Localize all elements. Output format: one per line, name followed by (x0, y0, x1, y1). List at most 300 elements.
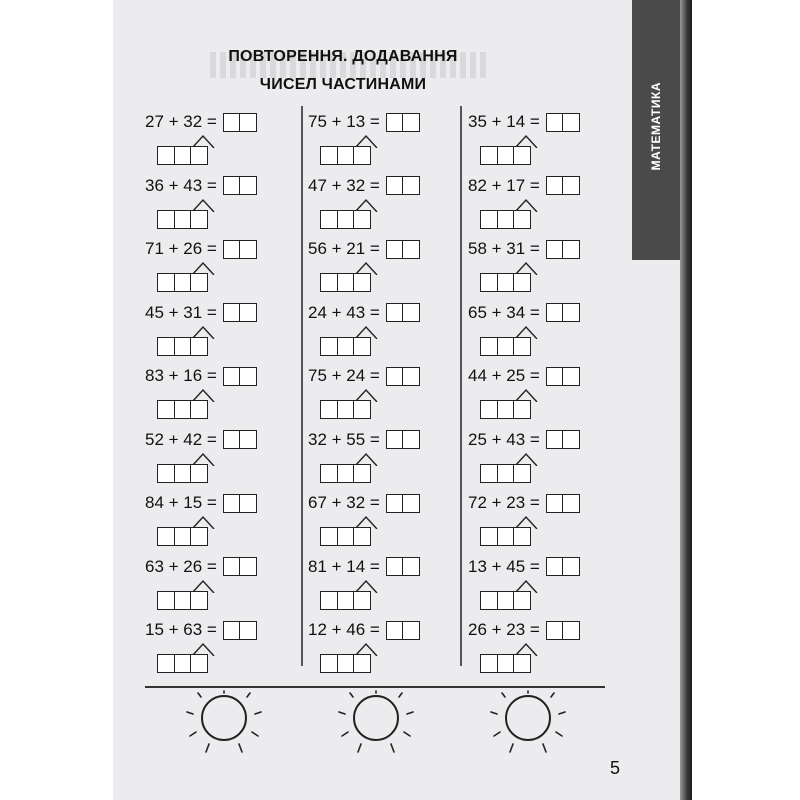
part-digit-box[interactable] (157, 273, 175, 292)
page-number: 5 (610, 758, 621, 778)
answer-box-pair[interactable] (546, 430, 581, 449)
part-digit-box[interactable] (157, 464, 175, 483)
part-digit-box[interactable] (497, 337, 515, 356)
part-digit-box[interactable] (320, 210, 338, 229)
part-digit-box[interactable] (320, 591, 338, 610)
decomposition-diagram (157, 577, 227, 613)
equation-text: 84 + 15 = (145, 493, 217, 512)
part-digit-box[interactable] (480, 654, 498, 673)
part-digit-box[interactable] (480, 591, 498, 610)
part-digit-box[interactable] (337, 337, 355, 356)
part-digit-box[interactable] (513, 527, 531, 546)
part-digit-box[interactable] (480, 337, 498, 356)
equation-text: 15 + 63 = (145, 620, 217, 639)
answer-box-pair[interactable] (223, 113, 258, 132)
answer-digit-box[interactable] (239, 303, 257, 322)
part-boxes[interactable] (157, 337, 208, 356)
answer-digit-box[interactable] (239, 240, 257, 259)
part-digit-box[interactable] (353, 273, 371, 292)
addition-problem (145, 301, 295, 361)
equation (468, 110, 580, 134)
decomposition-diagram (480, 577, 550, 613)
answer-box-pair[interactable] (223, 430, 258, 449)
decomposition-diagram (480, 259, 550, 295)
part-digit-box[interactable] (157, 591, 175, 610)
part-boxes[interactable] (480, 464, 531, 483)
equation (145, 491, 257, 515)
answer-box-pair[interactable] (386, 240, 421, 259)
answer-digit-box[interactable] (562, 367, 580, 386)
answer-digit-box[interactable] (223, 494, 241, 513)
answer-box-pair[interactable] (386, 430, 421, 449)
decomposition-diagram (480, 450, 550, 486)
decomposition-diagram (157, 132, 227, 168)
answer-box-pair[interactable] (386, 176, 421, 195)
answer-digit-box[interactable] (562, 240, 580, 259)
part-digit-box[interactable] (513, 464, 531, 483)
answer-digit-box[interactable] (546, 303, 564, 322)
part-digit-box[interactable] (190, 400, 208, 419)
answer-digit-box[interactable] (402, 176, 420, 195)
part-digit-box[interactable] (497, 527, 515, 546)
answer-digit-box[interactable] (546, 113, 564, 132)
decomposition-diagram (157, 196, 227, 232)
part-digit-box[interactable] (513, 146, 531, 165)
equation-text: 75 + 13 = (308, 112, 380, 131)
answer-box-pair[interactable] (223, 621, 258, 640)
part-digit-box[interactable] (174, 591, 192, 610)
part-digit-box[interactable] (337, 273, 355, 292)
side-tab-label: МАТЕМАТИКА (649, 81, 663, 170)
equation-text: 65 + 34 = (468, 302, 540, 322)
part-digit-box[interactable] (353, 337, 371, 356)
part-digit-box[interactable] (174, 464, 192, 483)
equation-text: 71 + 26 = (145, 239, 217, 258)
part-digit-box[interactable] (174, 400, 192, 419)
answer-digit-box[interactable] (546, 240, 564, 259)
decomposition-diagram (320, 386, 390, 422)
equation (468, 174, 580, 198)
answer-digit-box[interactable] (546, 176, 564, 195)
answer-digit-box[interactable] (386, 367, 404, 386)
addition-problem (308, 110, 458, 170)
answer-digit-box[interactable] (239, 430, 257, 449)
part-digit-box[interactable] (353, 400, 371, 419)
part-digit-box[interactable] (497, 273, 515, 292)
decomposition-diagram (320, 259, 390, 295)
part-digit-box[interactable] (480, 400, 498, 419)
answer-digit-box[interactable] (546, 621, 564, 640)
sun-icon (336, 690, 416, 760)
answer-digit-box[interactable] (402, 240, 420, 259)
page-title-line-1: ПОВТОРЕННЯ. ДОДАВАННЯ (228, 48, 458, 65)
decomposition-diagram (480, 386, 550, 422)
answer-digit-box[interactable] (239, 113, 257, 132)
answer-digit-box[interactable] (402, 494, 420, 513)
answer-box-pair[interactable] (223, 367, 258, 386)
equation (308, 174, 420, 198)
part-digit-box[interactable] (353, 591, 371, 610)
answer-box-pair[interactable] (386, 621, 421, 640)
part-boxes[interactable] (480, 146, 531, 165)
equation-text: 36 + 43 = (145, 175, 217, 195)
addition-problem (308, 301, 458, 361)
part-digit-box[interactable] (513, 654, 531, 673)
equation-text: 12 + 46 = (308, 620, 380, 639)
decomposition-diagram (157, 513, 227, 549)
part-digit-box[interactable] (337, 400, 355, 419)
part-boxes[interactable] (320, 527, 371, 546)
equation-text: 67 + 32 = (308, 493, 380, 512)
decomposition-diagram (157, 640, 227, 676)
answer-box-pair[interactable] (386, 557, 421, 576)
part-boxes[interactable] (320, 337, 371, 356)
addition-problem (308, 491, 458, 551)
equation (145, 301, 257, 325)
equation-text: 13 + 45 = (468, 556, 540, 576)
part-digit-box[interactable] (174, 654, 192, 673)
addition-problem (468, 491, 618, 551)
answer-digit-box[interactable] (239, 621, 257, 640)
answer-digit-box[interactable] (562, 113, 580, 132)
part-boxes[interactable] (480, 210, 531, 229)
part-boxes[interactable] (480, 273, 531, 292)
equation (468, 237, 580, 261)
addition-problem (308, 237, 458, 297)
answer-box-pair[interactable] (546, 494, 581, 513)
part-digit-box[interactable] (480, 146, 498, 165)
part-digit-box[interactable] (353, 527, 371, 546)
equation (468, 428, 580, 452)
answer-digit-box[interactable] (223, 176, 241, 195)
part-digit-box[interactable] (337, 654, 355, 673)
equation-text: 47 + 32 = (308, 175, 380, 195)
answer-box-pair[interactable] (223, 494, 258, 513)
answer-digit-box[interactable] (402, 430, 420, 449)
part-boxes[interactable] (480, 591, 531, 610)
equation (308, 364, 420, 388)
answer-box-pair[interactable] (386, 113, 421, 132)
equation-text: 52 + 42 = (145, 429, 217, 449)
equation-text: 83 + 16 = (145, 366, 217, 385)
answer-digit-box[interactable] (386, 430, 404, 449)
part-boxes[interactable] (157, 591, 208, 610)
answer-digit-box[interactable] (402, 113, 420, 132)
part-boxes[interactable] (157, 464, 208, 483)
answer-digit-box[interactable] (562, 621, 580, 640)
answer-digit-box[interactable] (402, 303, 420, 322)
answer-digit-box[interactable] (562, 557, 580, 576)
part-digit-box[interactable] (497, 654, 515, 673)
part-digit-box[interactable] (190, 654, 208, 673)
decomposition-diagram (320, 640, 390, 676)
part-boxes[interactable] (157, 273, 208, 292)
part-digit-box[interactable] (497, 591, 515, 610)
answer-digit-box[interactable] (546, 494, 564, 513)
part-digit-box[interactable] (174, 146, 192, 165)
addition-problem (308, 174, 458, 234)
page-edge-shadow (680, 0, 692, 800)
part-boxes[interactable] (320, 273, 371, 292)
decomposition-diagram (320, 450, 390, 486)
part-boxes[interactable] (157, 654, 208, 673)
addition-problem (468, 428, 618, 488)
part-digit-box[interactable] (337, 146, 355, 165)
answer-box-pair[interactable] (223, 240, 258, 259)
part-boxes[interactable] (480, 400, 531, 419)
answer-digit-box[interactable] (223, 430, 241, 449)
decomposition-diagram (320, 577, 390, 613)
decomposition-diagram (480, 323, 550, 359)
part-digit-box[interactable] (190, 464, 208, 483)
answer-digit-box[interactable] (546, 430, 564, 449)
addition-problem (308, 364, 458, 424)
addition-problem (145, 174, 295, 234)
equation-text: 58 + 31 = (468, 239, 540, 258)
part-digit-box[interactable] (480, 527, 498, 546)
column-divider (301, 106, 303, 666)
column-divider (460, 106, 462, 666)
part-digit-box[interactable] (353, 654, 371, 673)
addition-problem (468, 555, 618, 615)
answer-digit-box[interactable] (402, 557, 420, 576)
equation (308, 237, 420, 261)
decomposition-diagram (480, 132, 550, 168)
part-digit-box[interactable] (513, 591, 531, 610)
answer-digit-box[interactable] (386, 113, 404, 132)
part-digit-box[interactable] (190, 591, 208, 610)
decomposition-diagram (320, 196, 390, 232)
equation-text: 45 + 31 = (145, 302, 217, 322)
part-digit-box[interactable] (353, 464, 371, 483)
answer-digit-box[interactable] (402, 621, 420, 640)
addition-problem (468, 110, 618, 170)
equation-text: 35 + 14 = (468, 112, 540, 131)
equation-text: 63 + 26 = (145, 556, 217, 576)
bottom-divider (145, 686, 605, 688)
equation-text: 75 + 24 = (308, 366, 380, 385)
part-digit-box[interactable] (337, 210, 355, 229)
equation (145, 364, 257, 388)
answer-digit-box[interactable] (546, 367, 564, 386)
equation-text: 32 + 55 = (308, 429, 380, 449)
part-digit-box[interactable] (497, 146, 515, 165)
part-digit-box[interactable] (353, 146, 371, 165)
answer-box-pair[interactable] (546, 621, 581, 640)
answer-digit-box[interactable] (223, 240, 241, 259)
answer-box-pair[interactable] (546, 367, 581, 386)
answer-digit-box[interactable] (239, 494, 257, 513)
part-digit-box[interactable] (513, 400, 531, 419)
equation (145, 174, 257, 198)
part-boxes[interactable] (157, 210, 208, 229)
part-digit-box[interactable] (174, 527, 192, 546)
equation (308, 110, 420, 134)
part-digit-box[interactable] (174, 210, 192, 229)
part-digit-box[interactable] (190, 337, 208, 356)
part-digit-box[interactable] (497, 464, 515, 483)
answer-digit-box[interactable] (239, 367, 257, 386)
addition-problem (468, 237, 618, 297)
addition-problem (145, 491, 295, 551)
answer-box-pair[interactable] (223, 557, 258, 576)
sun-icon (488, 690, 568, 760)
part-boxes[interactable] (480, 527, 531, 546)
part-digit-box[interactable] (320, 464, 338, 483)
equation (468, 618, 580, 642)
answer-digit-box[interactable] (386, 303, 404, 322)
answer-digit-box[interactable] (239, 176, 257, 195)
decomposition-diagram (157, 450, 227, 486)
answer-digit-box[interactable] (223, 557, 241, 576)
equation (308, 555, 420, 579)
answer-digit-box[interactable] (386, 494, 404, 513)
addition-problem (468, 301, 618, 361)
page-title-line-2: ЧИСЕЛ ЧАСТИНАМИ (259, 76, 427, 93)
answer-digit-box[interactable] (386, 557, 404, 576)
answer-digit-box[interactable] (562, 430, 580, 449)
part-digit-box[interactable] (513, 273, 531, 292)
part-digit-box[interactable] (337, 527, 355, 546)
answer-digit-box[interactable] (562, 176, 580, 195)
part-boxes[interactable] (320, 591, 371, 610)
part-boxes[interactable] (157, 400, 208, 419)
addition-problem (145, 618, 295, 678)
part-digit-box[interactable] (157, 654, 175, 673)
part-digit-box[interactable] (157, 146, 175, 165)
answer-digit-box[interactable] (386, 621, 404, 640)
part-digit-box[interactable] (174, 337, 192, 356)
equation-text: 24 + 43 = (308, 302, 380, 322)
answer-digit-box[interactable] (223, 303, 241, 322)
answer-box-pair[interactable] (546, 176, 581, 195)
part-digit-box[interactable] (320, 400, 338, 419)
answer-box-pair[interactable] (546, 557, 581, 576)
part-digit-box[interactable] (480, 210, 498, 229)
part-digit-box[interactable] (337, 591, 355, 610)
part-digit-box[interactable] (513, 337, 531, 356)
equation (145, 618, 257, 642)
equation-text: 82 + 17 = (468, 175, 540, 195)
part-digit-box[interactable] (190, 273, 208, 292)
part-digit-box[interactable] (190, 210, 208, 229)
equation (468, 301, 580, 325)
decomposition-diagram (157, 323, 227, 359)
part-digit-box[interactable] (157, 337, 175, 356)
part-digit-box[interactable] (174, 273, 192, 292)
equation-text: 72 + 23 = (468, 493, 540, 512)
part-digit-box[interactable] (480, 464, 498, 483)
part-boxes[interactable] (320, 654, 371, 673)
equation-text: 26 + 23 = (468, 620, 540, 639)
equation (308, 618, 420, 642)
answer-digit-box[interactable] (386, 240, 404, 259)
part-boxes[interactable] (157, 146, 208, 165)
decomposition-diagram (320, 323, 390, 359)
addition-problem (145, 555, 295, 615)
decomposition-diagram (157, 259, 227, 295)
equation (145, 237, 257, 261)
part-digit-box[interactable] (497, 400, 515, 419)
addition-problem (308, 555, 458, 615)
part-digit-box[interactable] (320, 527, 338, 546)
part-boxes[interactable] (320, 400, 371, 419)
answer-digit-box[interactable] (402, 367, 420, 386)
answer-digit-box[interactable] (223, 367, 241, 386)
part-boxes[interactable] (320, 210, 371, 229)
answer-box-pair[interactable] (386, 303, 421, 322)
answer-box-pair[interactable] (386, 494, 421, 513)
part-digit-box[interactable] (157, 527, 175, 546)
part-digit-box[interactable] (320, 273, 338, 292)
part-boxes[interactable] (320, 146, 371, 165)
part-digit-box[interactable] (320, 146, 338, 165)
part-boxes[interactable] (320, 464, 371, 483)
subject-side-tab (632, 0, 680, 260)
equation-text: 56 + 21 = (308, 239, 380, 258)
equation-text: 44 + 25 = (468, 366, 540, 385)
answer-box-pair[interactable] (546, 113, 581, 132)
part-boxes[interactable] (480, 654, 531, 673)
equation-text: 27 + 32 = (145, 112, 217, 131)
addition-problem (308, 618, 458, 678)
part-digit-box[interactable] (497, 210, 515, 229)
part-digit-box[interactable] (157, 210, 175, 229)
equation (468, 555, 580, 579)
part-digit-box[interactable] (190, 527, 208, 546)
answer-box-pair[interactable] (223, 303, 258, 322)
decomposition-diagram (480, 640, 550, 676)
equation (468, 491, 580, 515)
addition-problem (145, 428, 295, 488)
part-digit-box[interactable] (353, 210, 371, 229)
part-digit-box[interactable] (320, 654, 338, 673)
answer-box-pair[interactable] (546, 303, 581, 322)
answer-digit-box[interactable] (239, 557, 257, 576)
addition-problem (468, 618, 618, 678)
part-digit-box[interactable] (513, 210, 531, 229)
answer-digit-box[interactable] (562, 494, 580, 513)
answer-box-pair[interactable] (386, 367, 421, 386)
decomposition-diagram (480, 196, 550, 232)
equation (308, 428, 420, 452)
answer-digit-box[interactable] (546, 557, 564, 576)
part-digit-box[interactable] (157, 400, 175, 419)
sun-icon (184, 690, 264, 760)
answer-box-pair[interactable] (546, 240, 581, 259)
addition-problem (145, 110, 295, 170)
addition-problem (468, 174, 618, 234)
part-digit-box[interactable] (190, 146, 208, 165)
part-boxes[interactable] (480, 337, 531, 356)
answer-box-pair[interactable] (223, 176, 258, 195)
answer-digit-box[interactable] (223, 621, 241, 640)
decomposition-diagram (157, 386, 227, 422)
addition-problem (308, 428, 458, 488)
answer-digit-box[interactable] (223, 113, 241, 132)
addition-problem (145, 237, 295, 297)
part-boxes[interactable] (157, 527, 208, 546)
addition-problem (145, 364, 295, 424)
equation (145, 428, 257, 452)
part-digit-box[interactable] (337, 464, 355, 483)
equation (308, 301, 420, 325)
equation-text: 81 + 14 = (308, 556, 380, 576)
answer-digit-box[interactable] (562, 303, 580, 322)
answer-digit-box[interactable] (386, 176, 404, 195)
part-digit-box[interactable] (320, 337, 338, 356)
part-digit-box[interactable] (480, 273, 498, 292)
